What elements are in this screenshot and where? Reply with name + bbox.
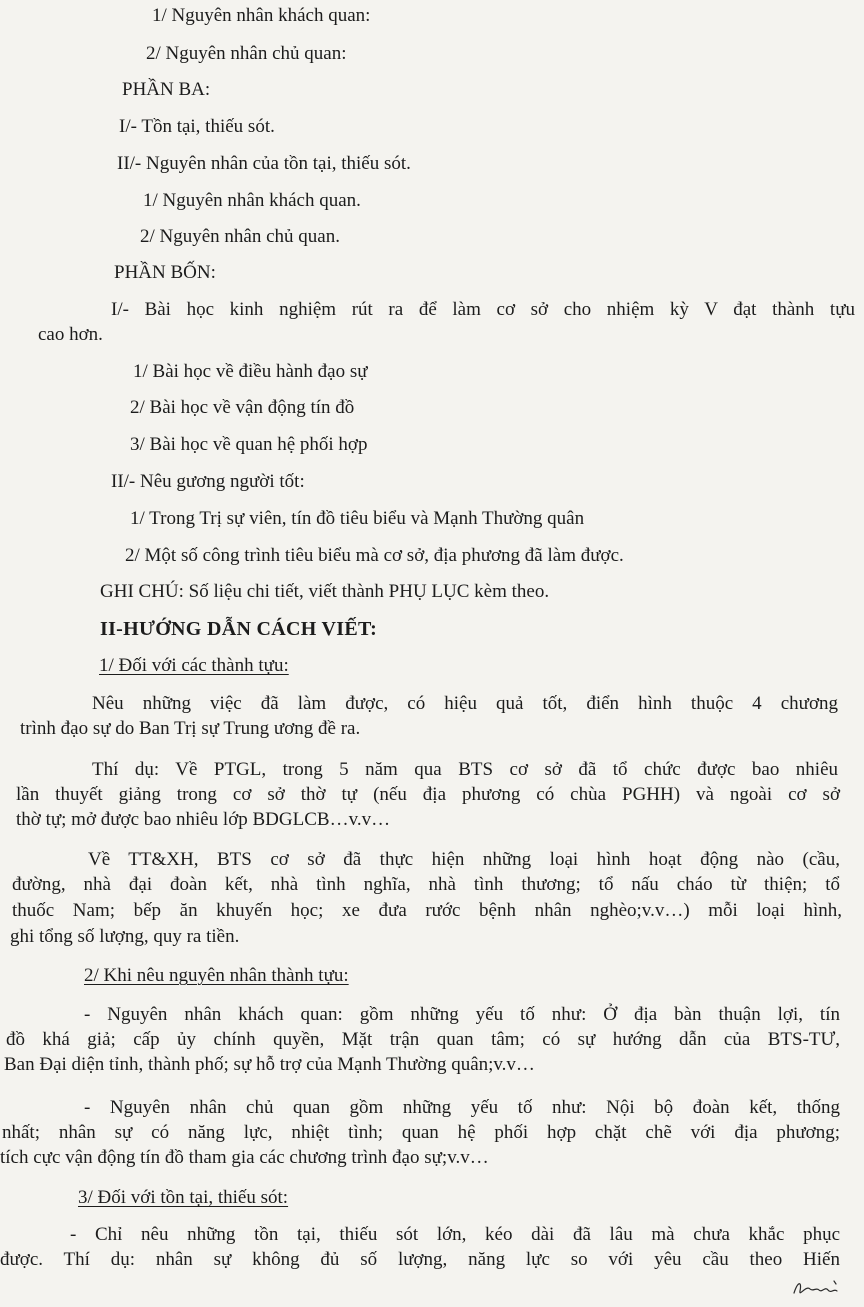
text-line: Về TT&XH, BTS cơ sở đã thực hiện những loại hình hoạt động nào (cầu, <box>88 849 840 870</box>
text-line: 2/ Bài học về vận động tín đồ <box>130 397 355 418</box>
text-line: 1/ Trong Trị sự viên, tín đồ tiêu biểu và Mạnh Thường quân <box>130 508 585 529</box>
text-line: Thí dụ: Về PTGL, trong 5 năm qua BTS cơ sở đã tổ chức được bao nhiêu <box>92 759 838 780</box>
subsection-heading: 2/ Khi nêu nguyên nhân thành tựu: <box>84 965 349 986</box>
text-line: - Nguyên nhân khách quan: gồm những yếu tố như: Ở địa bàn thuận lợi, tín <box>84 1004 840 1025</box>
text-line: đồ khá giả; cấp ủy chính quyền, Mặt trận quan tâm; có sự hướng dẫn của BTS-TƯ, <box>6 1029 840 1050</box>
text-line: thuốc Nam; bếp ăn khuyến học; xe đưa rước bệnh nhân nghèo;v.v…) mỗi loại hình, <box>12 900 842 921</box>
text-line: Nêu những việc đã làm được, có hiệu quả tốt, điển hình thuộc 4 chương <box>92 693 838 714</box>
text-line: 2/ Nguyên nhân chủ quan: <box>146 43 347 64</box>
text-line: tích cực vận động tín đồ tham gia các chương trình đạo sự;v.v… <box>0 1147 489 1168</box>
text-line: ghi tổng số lượng, quy ra tiền. <box>10 926 240 947</box>
text-line: cao hơn. <box>38 324 103 345</box>
text-line: I/- Bài học kinh nghiệm rút ra để làm cơ sở cho nhiệm kỳ V đạt thành tựu <box>111 299 855 320</box>
text-line: 1/ Bài học về điều hành đạo sự <box>133 361 368 382</box>
text-line: I/- Tồn tại, thiếu sót. <box>119 116 275 137</box>
note-line: GHI CHÚ: Số liệu chi tiết, viết thành PHỤ LỤC kèm theo. <box>100 581 550 602</box>
text-line: trình đạo sự do Ban Trị sự Trung ương đề ra. <box>20 718 361 739</box>
text-line: 1/ Nguyên nhân khách quan. <box>143 190 361 211</box>
section-heading: II-HƯỚNG DẪN CÁCH VIẾT: <box>100 618 378 640</box>
text-line: Ban Đại diện tỉnh, thành phố; sự hỗ trợ của Mạnh Thường quân;v.v… <box>4 1054 535 1075</box>
text-line: - Chỉ nêu những tồn tại, thiếu sót lớn, kéo dài đã lâu mà chưa khắc phục <box>70 1224 840 1245</box>
subsection-heading: 1/ Đối với các thành tựu: <box>99 655 289 676</box>
text-line: 2/ Một số công trình tiêu biểu mà cơ sở, địa phương đã làm được. <box>125 545 624 566</box>
text-line: - Nguyên nhân chủ quan gồm những yếu tố như: Nội bộ đoàn kết, thống <box>84 1097 840 1118</box>
subsection-heading: 3/ Đối với tồn tại, thiếu sót: <box>78 1187 289 1208</box>
section-heading: PHẦN BỐN: <box>114 262 216 283</box>
text-line: II/- Nguyên nhân của tồn tại, thiếu sót. <box>117 153 411 174</box>
text-line: 2/ Nguyên nhân chủ quan. <box>140 226 340 247</box>
text-line: được. Thí dụ: nhân sự không đủ số lượng, năng lực so với yêu cầu theo Hiến <box>0 1249 840 1270</box>
handwritten-signature-icon <box>790 1275 846 1301</box>
text-line: đường, nhà đại đoàn kết, nhà tình nghĩa, nhà tình thương; tổ nấu cháo từ thiện; tổ <box>12 874 840 895</box>
text-line: nhất; nhân sự có năng lực, nhiệt tình; quan hệ phối hợp chặt chẽ với địa phương; <box>2 1122 840 1143</box>
text-line: II/- Nêu gương người tốt: <box>111 471 305 492</box>
section-heading: PHẦN BA: <box>122 79 211 100</box>
text-line: lần thuyết giảng trong cơ sở thờ tự (nếu địa phương có chùa PGHH) và ngoài cơ sở <box>16 784 840 805</box>
text-line: thờ tự; mở được bao nhiêu lớp BDGLCB…v.v… <box>16 809 391 830</box>
text-line: 3/ Bài học về quan hệ phối hợp <box>130 434 368 455</box>
text-line: 1/ Nguyên nhân khách quan: <box>152 5 371 26</box>
